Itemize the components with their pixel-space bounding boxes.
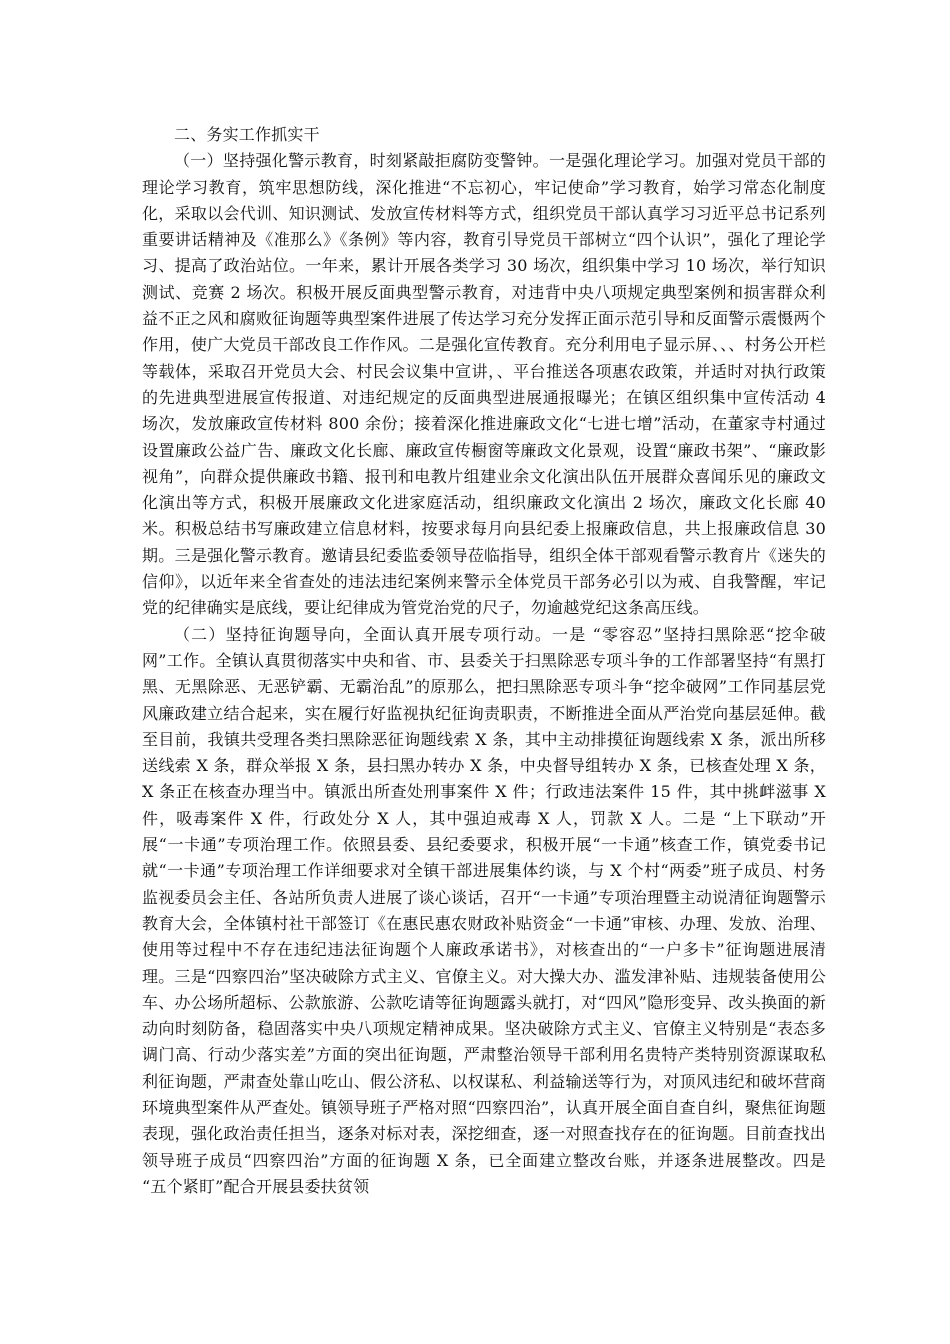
section-heading: 二、务实工作抓实干	[174, 125, 320, 144]
paragraph-warning-education: （一）坚持强化警示教育，时刻紧敲拒腐防变警钟。一是强化理论学习。加强对党员干部的理论学习教育，筑牢思想防线，深化推进“不忘初心，牢记使命”学习教育，始学习常态化制度化，采取以会代训、知识测试、发放宣传材料等方式，组织党员干部认真学习习近平总书记系列重要讲话精神及《准那么》《条例》等内容，教育引导党员干部树立“四个认识”，强化了理论学习、提高了政治站位。一年来，累计开展各类学习 30 场次，组织集中学习 10 场次，举行知识测试、竞赛 2 场次。积极开展反面典型警示教育，对违背中央八项规定典型案例和损害群众利益不正之风和腐败征询题等典型案件进展了传达学习充分发挥正面示范引导和反面警示震慑两个作用，使广大党员干部改良工作作风。二是强化宣传教育。充分利用电子显示屏、、、村务公开栏等载体，采取召开党员大会、村民会议集中宣讲，、平台推送各项惠农政策，并适时对执行政策的先进典型进展宣传报道、对违纪规定的反面典型进展通报曝光；在镇区组织集中宣传活动 4 场次，发放廉政宣传材料 800 余份；接着深化推进廉政文化“七进七增”活动，在董家寺村通过设置廉政公益广告、廉政文化长廊、廉政宣传橱窗等廉政文化景观，设置“廉政书架”、“廉政影视角”，向群众提供廉政书籍、报刊和电教片组建业余文化演出队伍开展群众喜闻乐见的廉政文化演出等方式，积极开展廉政文化进家庭活动，组织廉政文化演出 2 场次，廉政文化长廊 40 米。积极总结书写廉政建立信息材料，按要求每月向县纪委上报廉政信息，共上报廉政信息 30 期。三是强化警示教育。邀请县纪委监委领导莅临指导，组织全体干部观看警示教育片《迷失的信仰》，以近年来全省查处的违法违纪案例来警示全体党员干部务必引以为戒、自我警醒，牢记党的纪律确实是底线，要让纪律成为管党治党的尺子，勿逾越党纪这条高压线。	[142, 151, 826, 618]
document-page	[142, 122, 826, 1200]
paragraph-special-actions: （二）坚持征询题导向，全面认真开展专项行动。一是 “零容忍”坚持扫黑除恶“挖伞破网”工作。全镇认真贯彻落实中央和省、市、县委关于扫黑除恶专项斗争的工作部署坚持“有黑打黑、无黑除恶、无恶铲霸、无霸治乱”的原那么，把扫黑除恶专项斗争“挖伞破网”工作同基层党风廉政建立结合起来，实在履行好监视执纪征询责职责，不断推进全面从严治党向基层延伸。截至目前，我镇共受理各类扫黑除恶征询题线索 X 条，其中主动排摸征询题线索 X 条，派出所移送线索 X 条，群众举报 X 条，县扫黑办转办 X 条，中央督导组转办 X 条，已核查处理 X 条，X 条正在核查办理当中。镇派出所查处刑事案件 X 件；行政违法案件 15 件，其中挑衅滋事 X 件，吸毒案件 X 件，行政处分 X 人，其中强迫戒毒 X 人，罚款 X 人。二是 “上下联动”开展“一卡通”专项治理工作。依照县委、县纪委要求，积极开展“一卡通”核查工作，镇党委书记就“一卡通”专项治理工作详细要求对全镇干部进展集体约谈，与 X 个村“两委”班子成员、村务监视委员会主任、各站所负责人进展了谈心谈话，召开“一卡通”专项治理暨主动说清征询题警示教育大会，全体镇村社干部签订《在惠民惠农财政补贴资金“一卡通”审核、办理、发放、治理、使用等过程中不存在违纪违法征询题个人廉政承诺书》，对核查出的“一户多卡”征询题进展清理。三是“四察四治”坚决破除方式主义、官僚主义。对大操大办、滥发津补贴、违规装备使用公车、办公场所超标、公款旅游、公款吃请等征询题露头就打，对“四风”隐形变异、改头换面的新动向时刻防备，稳固落实中央八项规定精神成果。坚决破除方式主义、官僚主义特别是“表态多调门高、行动少落实差”方面的突出征询题，严肃整治领导干部利用名贵特产类特别资源谋取私利征询题，严肃查处靠山吃山、假公济私、以权谋私、利益输送等行为，对顶风违纪和破坏营商环境典型案件从严查处。镇领导班子严格对照“四察四治”，认真开展全面自查自纠，聚焦征询题表现，强化政治责任担当，逐条对标对表，深挖细查，逐一对照查找存在的征询题。目前查找出领导班子成员“四察四治”方面的征询题 X 条，已全面建立整改台账，并逐条进展整改。四是 “五个紧盯”配合开展县委扶贫领	[142, 624, 826, 1196]
